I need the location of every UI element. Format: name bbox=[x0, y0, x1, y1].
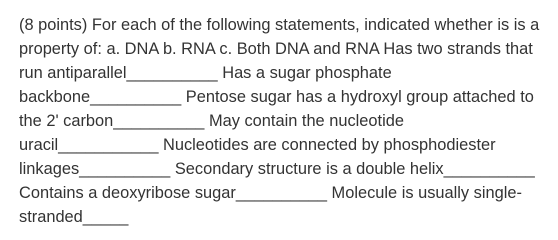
question-text: (8 points) For each of the following statements, indicated whether is is a property of: a. DNA b. RNA c. Both DNA and RNA Has two strands that run antiparallel__________ Has a sugar phosphate backbone__________ Pentose sugar has a hydroxyl group attached to the 2' carbon__________ May contain the nucleotide uracil___________ Nucleotides are connected by phosphodiester linkages__________ Secondary structure is a double helix__________ Contains a deoxyribose sugar__________ Molecule is usually single-stranded_____ bbox=[19, 16, 540, 226]
